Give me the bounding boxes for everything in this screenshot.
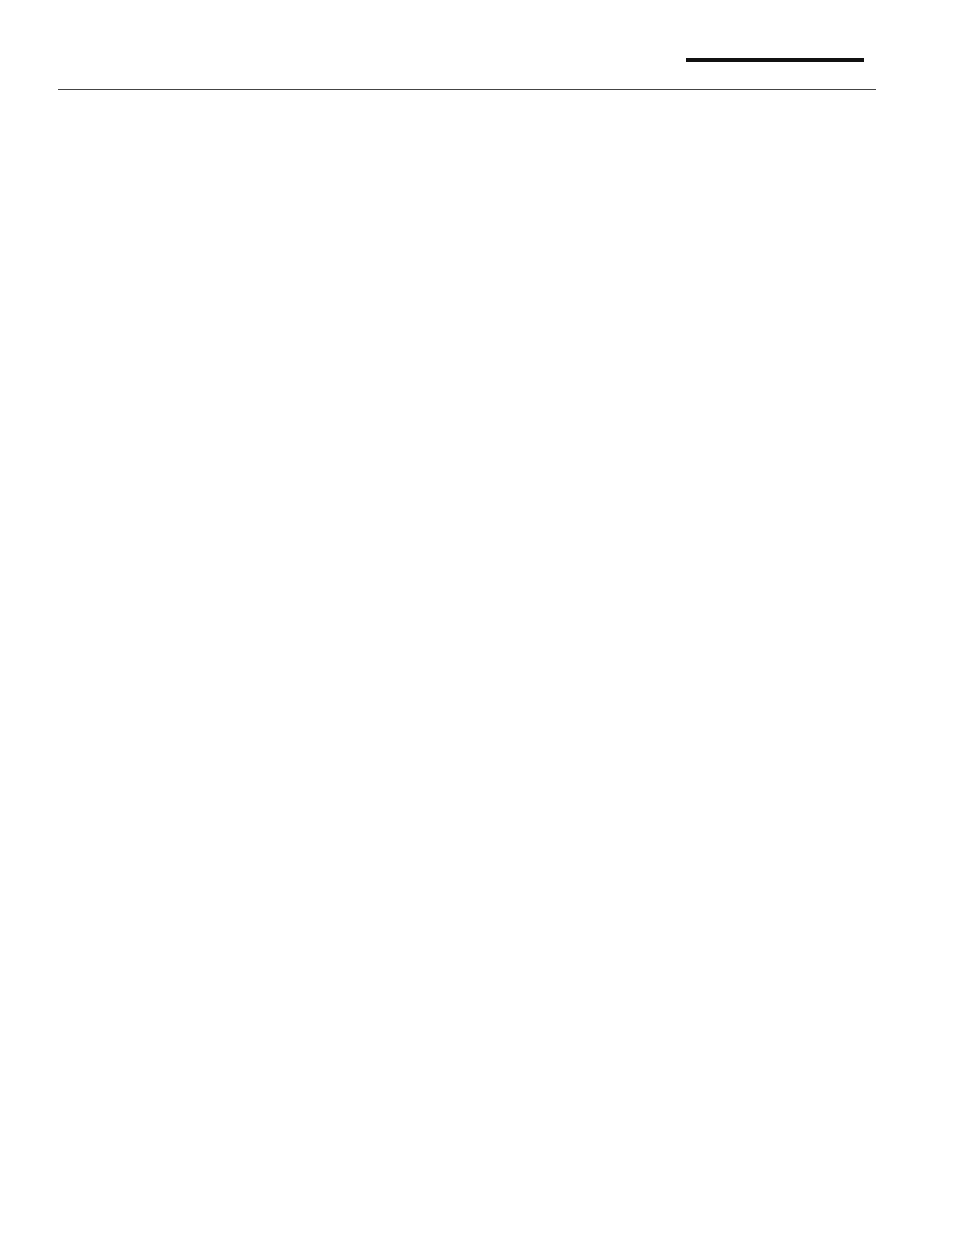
- column-header-description: [467, 90, 876, 98]
- header-rule: [686, 58, 864, 62]
- page-header: [30, 44, 880, 76]
- check-ball-table: [58, 89, 876, 97]
- table-header-row: [58, 90, 876, 98]
- column-header-check-ball-number: [58, 90, 467, 98]
